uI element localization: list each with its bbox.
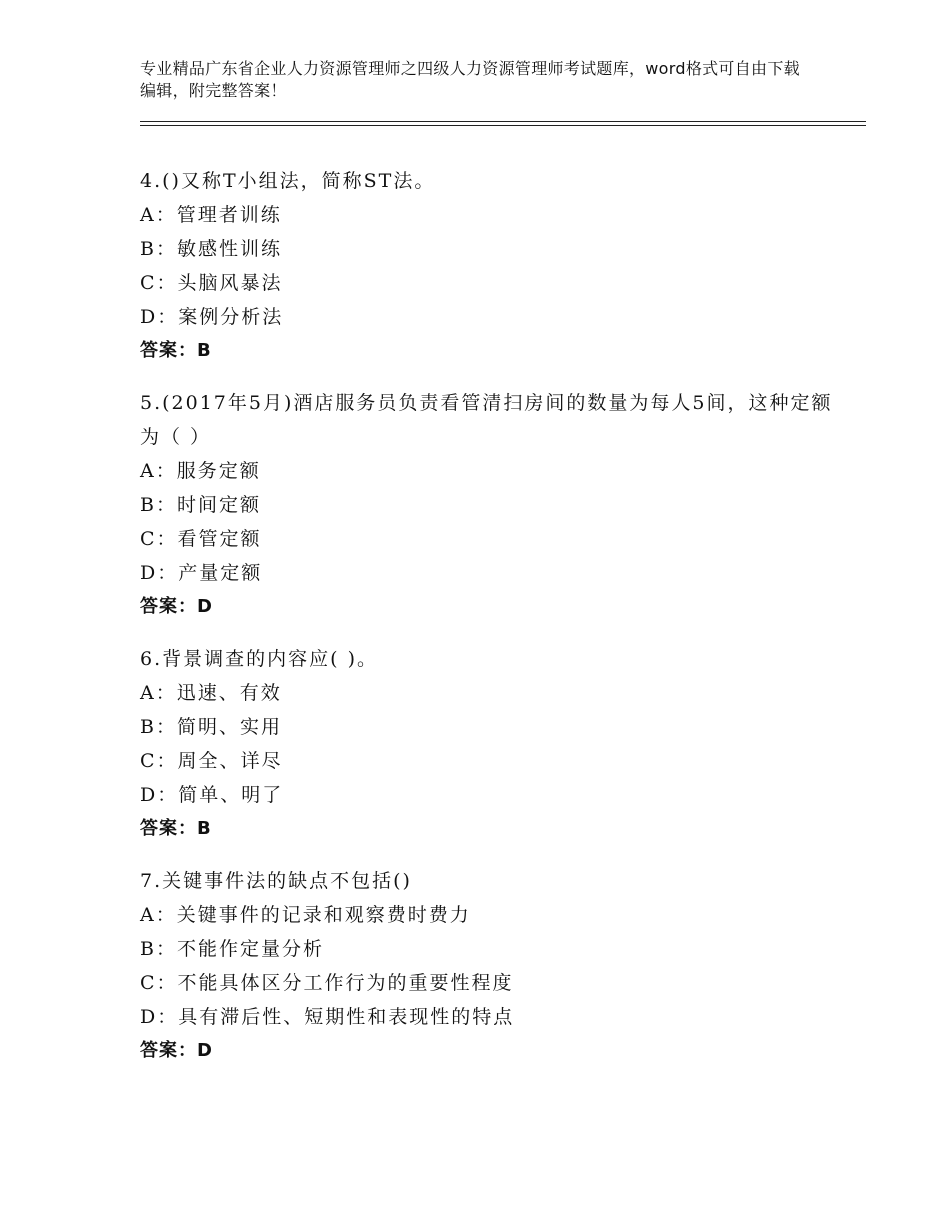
- option-text: 周全、详尽: [177, 750, 283, 772]
- option-d: [140, 300, 840, 334]
- question-6: [140, 642, 840, 846]
- option-prefix: A：: [140, 204, 177, 226]
- question-stem: 4.()又称T小组法，简称ST法。: [140, 170, 436, 192]
- option-a: [140, 454, 840, 488]
- answer-value: D: [197, 1040, 213, 1061]
- answer-label: 答案：: [140, 340, 197, 361]
- option-b: [140, 488, 840, 522]
- option-prefix: A：: [140, 460, 177, 482]
- option-prefix: D：: [140, 306, 179, 328]
- header-rule-top: [140, 121, 866, 122]
- option-text: 案例分析法: [178, 306, 284, 328]
- question-list: [140, 164, 840, 1086]
- option-b: [140, 932, 840, 966]
- answer-value: D: [197, 596, 213, 617]
- option-d: [140, 556, 840, 590]
- document-header: 专业精品广东省企业人力资源管理师之四级人力资源管理师考试题库，word格式可自由下载编辑，附完整答案！: [140, 59, 800, 100]
- option-text: 时间定额: [176, 494, 261, 516]
- option-text: 产量定额: [178, 562, 263, 584]
- option-prefix: C：: [140, 528, 178, 550]
- option-a: [140, 898, 840, 932]
- option-prefix: B：: [140, 238, 177, 260]
- option-prefix: C：: [140, 272, 178, 294]
- option-c: [140, 744, 840, 778]
- question-5: [140, 386, 840, 624]
- answer-line: [140, 590, 840, 624]
- option-d: [140, 1000, 840, 1034]
- option-text: 管理者训练: [176, 204, 282, 226]
- option-text: 头脑风暴法: [177, 272, 283, 294]
- option-prefix: D：: [140, 1006, 179, 1028]
- option-c: [140, 522, 840, 556]
- option-a: [140, 676, 840, 710]
- option-prefix: D：: [140, 562, 179, 584]
- option-a: [140, 198, 840, 232]
- option-prefix: A：: [140, 904, 177, 926]
- answer-line: [140, 812, 840, 846]
- option-text: 简单、明了: [178, 784, 284, 806]
- option-prefix: C：: [140, 972, 178, 994]
- option-prefix: D：: [140, 784, 179, 806]
- answer-line: [140, 334, 840, 368]
- option-text: 敏感性训练: [176, 238, 282, 260]
- option-text: 看管定额: [177, 528, 262, 550]
- option-text: 服务定额: [176, 460, 261, 482]
- option-prefix: C：: [140, 750, 178, 772]
- answer-value: B: [197, 340, 212, 361]
- option-b: [140, 232, 840, 266]
- header-rule-bottom: [140, 125, 866, 126]
- option-text: 具有滞后性、短期性和表现性的特点: [178, 1006, 515, 1028]
- option-text: 关键事件的记录和观察费时费力: [176, 904, 471, 926]
- option-b: [140, 710, 840, 744]
- question-4: [140, 164, 840, 368]
- answer-label: 答案：: [140, 1040, 197, 1061]
- option-prefix: B：: [140, 716, 177, 738]
- option-prefix: B：: [140, 938, 177, 960]
- answer-label: 答案：: [140, 596, 197, 617]
- answer-line: [140, 1034, 840, 1068]
- answer-value: B: [197, 818, 212, 839]
- question-7: [140, 864, 840, 1068]
- question-stem: 7.关键事件法的缺点不包括(): [140, 870, 412, 892]
- option-d: [140, 778, 840, 812]
- answer-label: 答案：: [140, 818, 197, 839]
- option-text: 迅速、有效: [176, 682, 282, 704]
- option-c: [140, 266, 840, 300]
- option-prefix: A：: [140, 682, 177, 704]
- question-stem: 6.背景调查的内容应( )。: [140, 648, 378, 670]
- question-stem: 5.(2017年5月)酒店服务员负责看管清扫房间的数量为每人5间，这种定额为（ ）: [140, 392, 833, 448]
- option-c: [140, 966, 840, 1000]
- option-text: 不能作定量分析: [176, 938, 324, 960]
- option-prefix: B：: [140, 494, 177, 516]
- option-text: 不能具体区分工作行为的重要性程度: [177, 972, 514, 994]
- option-text: 简明、实用: [176, 716, 282, 738]
